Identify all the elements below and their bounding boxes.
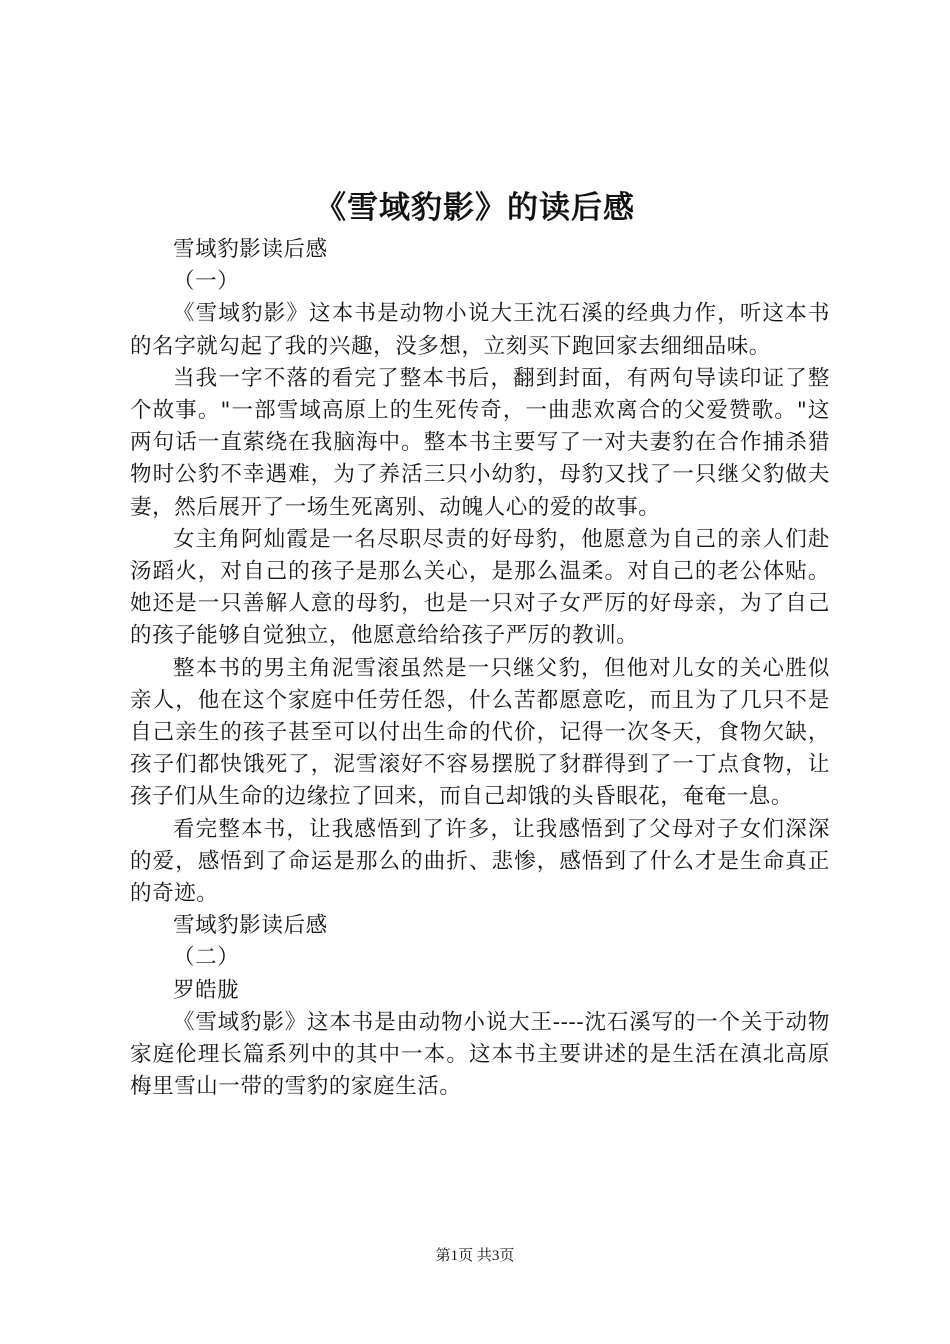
author-name: 罗皓胧: [173, 977, 240, 1003]
document-body: [130, 234, 830, 1103]
page-footer: 第1页 共3页: [435, 1248, 515, 1264]
paragraph: 当我一字不落的看完了整本书后，翻到封面，有两句导读印证了整个故事。"一部雪域高原上的生死传奇，一曲悲欢离合的父爱赞歌。"这两句话一直萦绕在我脑海中。整本书主要写了一对夫妻豹在合作捕杀猎物时公豹不幸遇难，为了养活三只小幼豹，母豹又找了一只继父豹做夫妻，然后展开了一场生死离别、动魄人心的爱的故事。: [130, 365, 830, 520]
section-number-1: （一）: [173, 269, 240, 295]
subtitle-1: 雪域豹影读后感: [173, 237, 328, 262]
subtitle-2: 雪域豹影读后感: [173, 913, 328, 939]
paragraph: 整本书的男主角泥雪滚虽然是一只继父豹，但他对儿女的关心胜似亲人，他在这个家庭中任劳任怨，什么苦都愿意吃，而且为了几只不是自己亲生的孩子甚至可以付出生命的代价，记得一次冬天，食物欠缺，孩子们都快饿死了，泥雪滚好不容易摆脱了豺群得到了一丁点食物，让孩子们从生命的边缘拉了回来，而自己却饿的头昏眼花，奄奄一息。: [130, 655, 830, 810]
paragraph: 女主角阿灿霞是一名尽职尽责的好母豹，他愿意为自己的亲人们赴汤蹈火，对自己的孩子是那么关心，是那么温柔。对自己的老公体贴。她还是一只善解人意的母豹，也是一只对子女严厉的好母亲，为了自己的孩子能够自觉独立，他愿意给给孩子严厉的教训。: [130, 526, 830, 649]
paragraph: 《雪域豹影》这本书是由动物小说大王----沈石溪写的一个关于动物家庭伦理长篇系列中的其中一本。这本书主要讲述的是生活在滇北高原梅里雪山一带的雪豹的家庭生活。: [130, 1009, 830, 1100]
section-number-2: （二）: [173, 945, 240, 971]
paragraph: 《雪域豹影》这本书是动物小说大王沈石溪的经典力作，听这本书的名字就勾起了我的兴趣，没多想，立刻买下跑回家去细细品味。: [130, 301, 830, 359]
document-title: 《雪域豹影》的读后感: [315, 190, 635, 226]
paragraph: 看完整本书，让我感悟到了许多，让我感悟到了父母对子女们深深的爱，感悟到了命运是那么的曲折、悲惨，感悟到了什么才是生命真正的奇迹。: [130, 816, 830, 907]
